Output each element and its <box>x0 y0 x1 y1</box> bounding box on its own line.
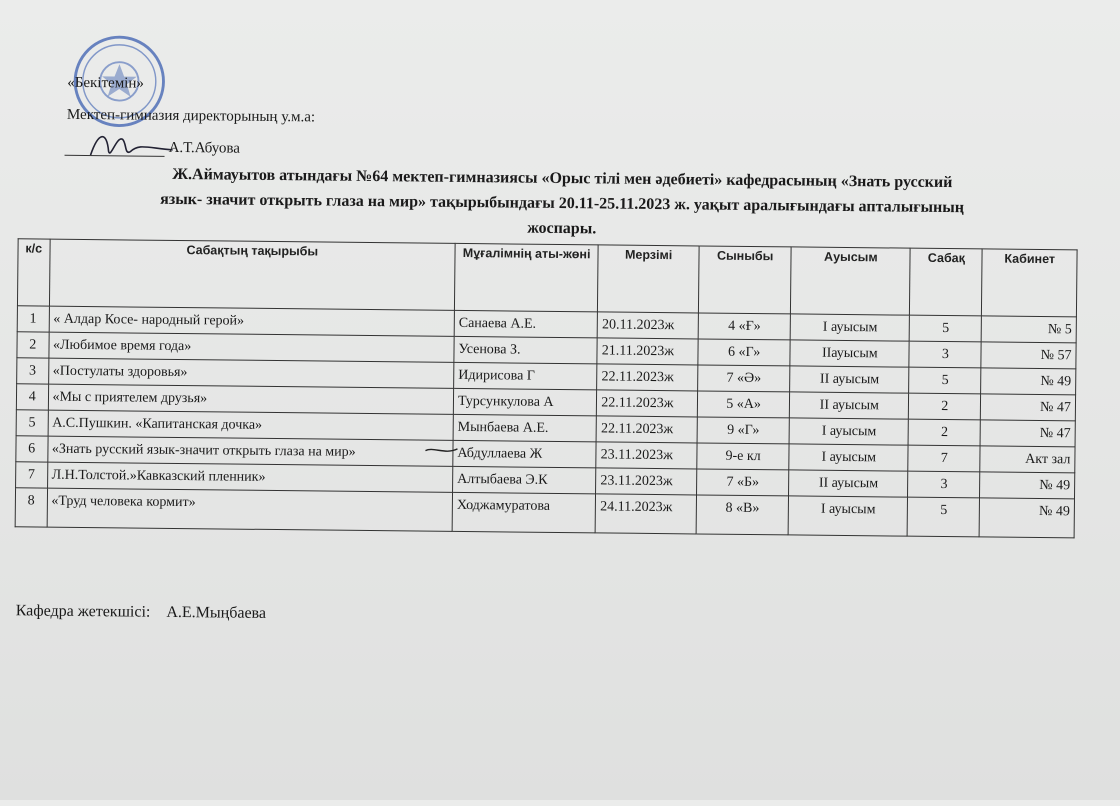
cell-lesson: 7 <box>908 445 980 472</box>
cell-class: 7 «Б» <box>696 469 789 496</box>
cell-number: 8 <box>15 488 47 527</box>
approver-name: А.Т.Абуова <box>168 139 240 157</box>
cell-number: 2 <box>17 332 49 358</box>
cell-number: 3 <box>17 358 49 384</box>
cell-room: № 47 <box>981 394 1076 421</box>
cell-teacher: Усенова З. <box>454 336 598 363</box>
cell-number: 5 <box>16 410 48 436</box>
cell-date: 23.11.2023ж <box>596 468 697 495</box>
title-line-1: Ж.Аймауытов атындағы №64 мектеп-гимназиясы «Орыс тілі мен әдебиеті» кафедрасының «Знать русский <box>172 165 953 192</box>
cell-room: № 49 <box>980 472 1075 499</box>
header-shift: Ауысым <box>791 247 911 315</box>
header-topic: Сабақтың тақырыбы <box>49 239 455 310</box>
cell-teacher: Ходжамуратова <box>452 492 596 532</box>
cell-class: 9 «Г» <box>697 417 790 444</box>
cell-date: 21.11.2023ж <box>597 338 698 365</box>
cell-shift: II ауысым <box>790 366 909 393</box>
cell-room: № 49 <box>981 368 1076 395</box>
table-header-row <box>17 239 1077 317</box>
header-room: Кабинет <box>982 249 1077 317</box>
title-line-2: язык- значит открыть глаза на мир» тақырыбындағы 20.11-25.11.2023 ж. уақыт аралығындағы апталығының <box>160 190 965 217</box>
cell-teacher: Алтыбаева Э.К <box>453 466 597 493</box>
cell-shift: I ауысым <box>788 496 907 536</box>
cell-room: № 47 <box>980 420 1075 447</box>
cell-date: 22.11.2023ж <box>597 364 698 391</box>
pen-mark-icon <box>423 443 459 457</box>
cell-topic: А.С.Пушкин. «Капитанская дочка» <box>48 410 454 440</box>
cell-lesson: 5 <box>909 315 981 342</box>
title-line-3: жоспары. <box>527 219 597 238</box>
cell-shift: I ауысым <box>789 444 908 471</box>
cell-date: 22.11.2023ж <box>597 390 698 417</box>
cell-lesson: 3 <box>908 471 980 498</box>
cell-number: 6 <box>16 436 48 462</box>
approval-role: Мектеп-гимназия директорының у.м.а: <box>66 106 316 126</box>
cell-room: Акт зал <box>980 446 1075 473</box>
cell-teacher: Идирисова Г <box>454 362 598 389</box>
header-teacher: Мұғалімнің аты-жөні <box>454 243 598 311</box>
cell-date: 24.11.2023ж <box>595 494 696 534</box>
cell-shift: II ауысым <box>790 392 909 419</box>
cell-topic: «Знать русский язык-значит открыть глаза на мир» <box>47 436 453 466</box>
cell-class: 5 «А» <box>697 391 790 418</box>
header-lesson: Сабақ <box>910 248 983 316</box>
cell-topic: «Мы с приятелем друзья» <box>48 384 454 414</box>
approval-label: «Бекітемін» <box>67 74 145 92</box>
cell-class: 9-е кл <box>697 443 790 470</box>
header-date: Мерзімі <box>598 245 699 313</box>
cell-class: 8 «В» <box>696 495 789 535</box>
cell-topic: «Постулаты здоровья» <box>48 358 454 388</box>
cell-date: 23.11.2023ж <box>596 442 697 469</box>
cell-lesson: 2 <box>909 393 981 420</box>
cell-room: № 49 <box>980 498 1075 538</box>
cell-teacher: Абдуллаева Ж <box>453 440 597 467</box>
cell-class: 6 «Г» <box>698 339 791 366</box>
cell-lesson: 5 <box>909 367 981 394</box>
cell-number: 7 <box>16 462 48 488</box>
document-title <box>62 161 1063 246</box>
cell-topic: Л.Н.Толстой.»Кавказский пленник» <box>47 462 453 492</box>
cell-topic: «Любимое время года» <box>48 332 454 362</box>
cell-topic: «Труд человека кормит» <box>47 488 453 531</box>
cell-lesson: 3 <box>909 341 981 368</box>
cell-shift: IIауысым <box>790 340 909 367</box>
schedule-table <box>15 238 1078 538</box>
cell-date: 22.11.2023ж <box>596 416 697 443</box>
cell-shift: II ауысым <box>789 470 908 497</box>
cell-shift: I ауысым <box>789 418 908 445</box>
department-head-label: Кафедра жетекшісі: <box>15 602 151 621</box>
department-head <box>16 602 278 623</box>
cell-class: 7 «Ә» <box>698 365 791 392</box>
signature-icon <box>86 125 176 166</box>
cell-teacher: Мынбаева А.Е. <box>453 414 597 441</box>
header-class: Сыныбы <box>698 246 791 314</box>
cell-lesson: 5 <box>907 497 980 537</box>
cell-room: № 5 <box>982 316 1077 343</box>
cell-teacher: Турсункулова А <box>453 388 597 415</box>
cell-number: 4 <box>16 384 48 410</box>
header-number: к/с <box>17 239 49 306</box>
cell-lesson: 2 <box>908 419 980 446</box>
cell-topic: « Алдар Косе- народный герой» <box>49 306 455 336</box>
cell-room: № 57 <box>981 342 1076 369</box>
cell-date: 20.11.2023ж <box>597 312 698 339</box>
cell-teacher: Санаева А.Е. <box>454 310 598 337</box>
department-head-name: А.Е.Мыңбаева <box>166 603 267 622</box>
cell-class: 4 «Ғ» <box>698 313 791 340</box>
cell-number: 1 <box>17 306 49 332</box>
cell-shift: I ауысым <box>791 314 910 341</box>
